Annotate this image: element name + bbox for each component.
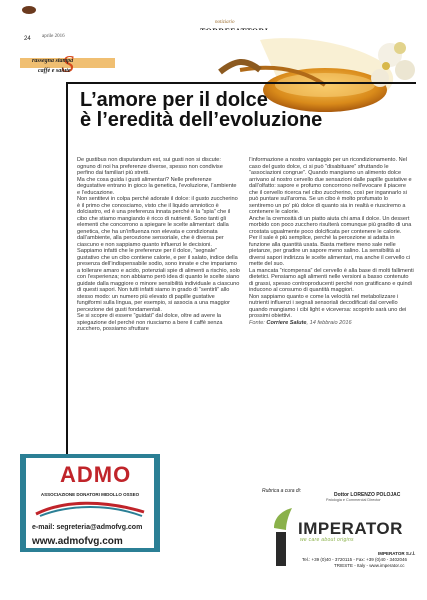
paragraph: Anche la cremosità di un piatto aiuta chi ama il dolce. Un dessert morbido con poco zucchero risulterà comunque più gradito di una crostata ugualmente poco dolcificata per contenere le calorie. [249,215,412,235]
article-source [249,320,414,327]
source-date: , 14 febbraio 2016 [306,319,352,326]
title-line-2: è l’eredità dell’evoluzione [80,109,323,131]
magazine-subtitle: notiziario [215,20,235,25]
section-swash: S [62,52,74,78]
admo-website-link[interactable]: www.admofvg.com [32,536,123,547]
imperator-company-name: IMPERATOR S.r.l. [378,551,416,556]
source-label: Fonte: [249,319,265,326]
paragraph: Ma che cosa guida i gusti alimentari? Nelle preferenze degustative entrano in gioco la genetica, l’evoluzione, l’ambiente e l’educazione. [77,176,237,196]
doctor-role: Patologia e Commercial Director [326,498,381,502]
paragraph: Non sappiamo quanto e come la velocità nel metabolizzare i nutrienti influenzi i segnali sensoriali decodificati dal cervello quando mangiamo i cibi light e viceversa: scoprirlo sarà uno dei prossimi obiettivi. [249,293,407,319]
imperator-contacts: Tel.: +39 (0)40 - 3720115 - Fax: +39 (0)40 - 3402046 [302,557,407,562]
section-label-line1: rassegna stampa [32,58,74,64]
issue-date: aprile 2016 [42,34,65,39]
admo-email-link[interactable]: e-mail: segreteria@admofvg.com [32,524,143,531]
admo-logo: ADMO [60,462,132,487]
paragraph: Non sentitevi in colpa perché adorate il dolce: il gusto zuccherino è il primo che conosciamo, visto che il liquido amniotico è dolciastro, ed è una preferenza innata perché è la “spia” che il cibo che stiamo mangiando è ricco di nutrienti. Sono tanti gli elementi che concorrono a spiegare le scelte alimentari: dalla genetica, che ha un’influenza non elevata e condizionata dall’ambiente, alla percezione sensoriale, che è diversa per ciascuno e non sappiamo quanto influenzi le decisioni. [77,196,238,248]
paragraph: Sappiamo infatti che le preferenze per il dolce, “segnale” gustativo che un cibo contiene calorie, e per il salato, indice della presenza dell’indispensabile sodio, sono innate e che impariamo a tollerare amaro e acido, potenziali spie di alimenti a rischio, solo con l’esperienza; non abbiamo però idea di quanto le scelte siano guidate dalla maggiore o minore sensibilità individuale a ciascuno di questi sapori. Non tutti infatti siamo in grado di “sentirli” allo stesso modo: un numero più elevato di papille gustative fungiformi sulla lingua, per esempio, si associa a una maggior percezione dei gusti fondamentali. [77,248,240,313]
imperator-logo: IMPERATOR [298,519,403,538]
section-label-line2: caffè e salute [38,68,71,74]
paragraph: l’informazione a nostro vantaggio per un ricondizionamento. Nel caso del gusto dolce, ci si può “disabituare” sfruttando le “associazioni congrue”. Quando mangiamo un alimento dolce arrivano al nostro cervello due sensazioni dalle papille gustative e dall’olfatto: sapore e profumo concorrono nell’evocare il piacere che il cervello ricerca nel cibo zuccherino, così per ingannarlo si può puntare sull’aroma. Se un cibo è molto profumato lo sentiremo un po’ più dolce di quanto sia in realtà e riusciremo a contenere le calorie. [249,157,412,215]
page-number: 24 [24,36,31,42]
paragraph: De gustibus non disputandum est, sui gusti non si discute: ognuno di noi ha preferenze diverse, spesso non condivise perfino dai familiari più stretti. [77,157,223,176]
doctor-name: Dottor LORENZO POLOJAC [334,492,401,498]
paragraph: Se si scopre di essere “guidati” dal dolce, oltre ad avere la spiegazione del perché non riusciamo a bere il caffè senza zucchero, possiamo sfruttare [77,313,223,332]
imperator-i-logo-icon [270,506,294,566]
admo-organization: ASSOCIAZIONE DONATORI MIDOLLO OSSEO [40,492,140,497]
imperator-slogan: we care about origins [300,537,354,543]
rubrica-label: Rubrica a cura di: [262,488,302,494]
article-title [80,90,410,130]
source-name: Corriere Salute [266,319,307,326]
admo-swirl-graphic [34,498,146,518]
admo-advert-panel [26,458,154,548]
article-column-right [249,157,414,326]
paragraph: Per il sale è più semplice, perché la percezione si adatta in funzione alla quantità usata. Basta mettere meno sale nelle pietanze, per gradire un sapore meno salino. La sensibilità ai diversi sapori indirizza le scelte alimentari, ma anche il cervello ci mette del suo. [249,235,411,267]
article-column-left [77,157,240,333]
title-line-1: L’amore per il dolce [80,89,268,111]
imperator-address[interactable]: TRIESTE - Italy - www.imperator.cc [334,563,405,568]
admo-advert[interactable] [20,454,160,552]
coffee-bean-icon [22,6,36,14]
paragraph: La mancata “ricompensa” del cervello è alla base di molti fallimenti dietetici. Pensiamo agli alimenti nelle versioni a basso contenuto di grassi, spesso controproducenti perché non gratificano e quindi inducono al consumo di quantità maggiori. [249,267,414,293]
